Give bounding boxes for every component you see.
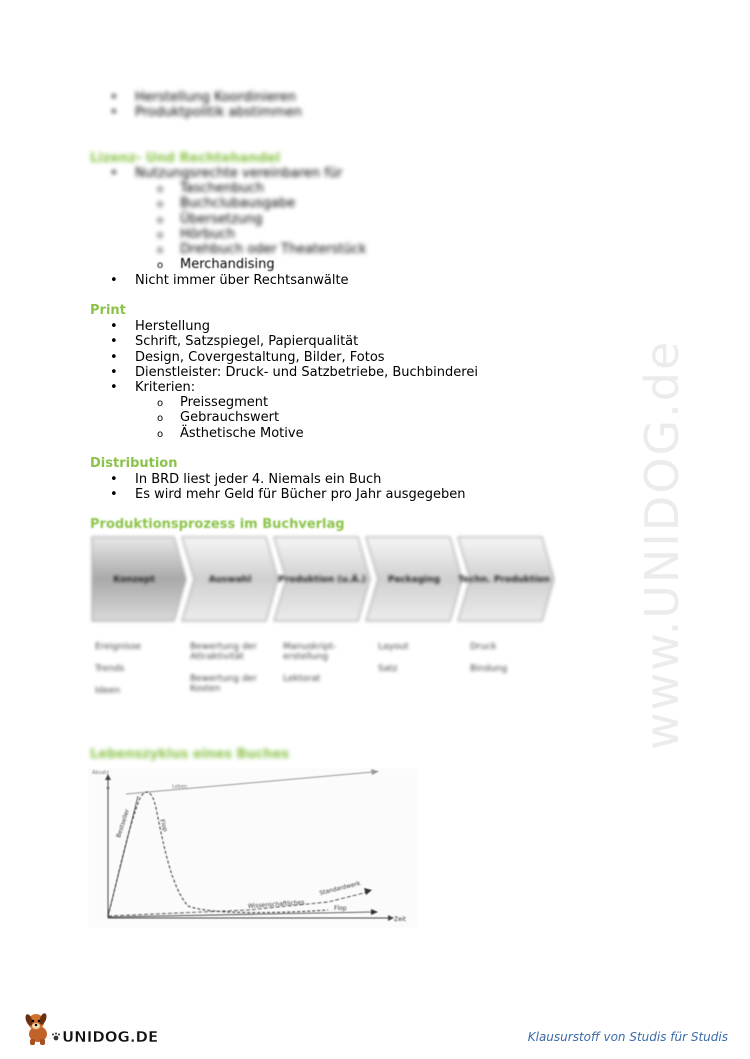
label-bestseller: Bestseller — [115, 808, 132, 839]
footer-tagline: Klausurstoff von Studis für Studis — [527, 1030, 728, 1044]
label-absatz: Absatz — [92, 770, 109, 776]
list-item: • Es wird mehr Geld für Bücher pro Jahr ausgegeben — [110, 487, 466, 502]
label-wissenschaftlich: Wissenschaftliches — [247, 899, 305, 910]
process-step-label: Auswahl — [208, 575, 252, 585]
top-list — [110, 90, 302, 121]
process-step-label: Packaging — [387, 575, 441, 585]
list-item: • Design, Covergestaltung, Bilder, Fotos — [110, 350, 478, 365]
process-diagram — [90, 535, 560, 625]
process-step-label: Techn. Produktion — [458, 575, 550, 585]
process-column-5 — [470, 642, 507, 686]
lizenz-sublist-last — [157, 257, 275, 272]
label-flop-1: Flop — [158, 818, 169, 833]
list-item: o Gebrauchswert — [157, 410, 304, 425]
watermark — [600, 290, 750, 750]
peak-marker — [107, 787, 110, 790]
distribution-list — [110, 472, 466, 503]
section-heading-prozess: Produktionsprozess im Buchverlag — [90, 517, 345, 532]
label-leben: Leben — [172, 784, 188, 790]
list-item: • Herstellung Koordinieren — [110, 90, 302, 105]
list-item: • Nicht immer über Rechtsanwälte — [110, 273, 349, 288]
process-detail: Satz — [378, 664, 398, 674]
process-detail: Ereignisse — [95, 642, 142, 652]
list-item: • Produktpolitik abstimmen — [110, 105, 302, 120]
lizenz-list — [110, 166, 342, 181]
process-column-2 — [190, 642, 270, 706]
list-item: • Nutzungsrechte vereinbaren für — [110, 166, 342, 181]
print-sublist — [157, 395, 304, 441]
list-item: • Schrift, Satzspiegel, Papierqualität — [110, 334, 478, 349]
list-item: • Dienstleister: Druck- und Satzbetriebe, Buchbinderei — [110, 365, 478, 380]
label-flop-2: Flop — [334, 905, 347, 912]
list-item: o Drehbuch oder Theaterstück — [157, 242, 366, 257]
list-item: • Kriterien: — [110, 380, 478, 395]
process-detail: Trends — [95, 664, 125, 674]
process-detail: Lektorat — [283, 674, 321, 684]
list-item: • Herstellung — [110, 319, 478, 334]
lifecycle-graph — [88, 768, 418, 928]
section-heading-leben: Lebenszyklus eines Buches — [90, 747, 290, 762]
section-heading-lizenz: Lizenz- Und Rechtehandel — [90, 151, 281, 166]
list-item: o Buchclubausgabe — [157, 196, 366, 211]
list-item: o Preissegment — [157, 395, 304, 410]
process-column-3 — [283, 642, 353, 696]
list-item: o Übersetzung — [157, 212, 366, 227]
process-detail: Bewertung der Kosten — [190, 674, 257, 694]
label-standardwerk: Standardwerk — [318, 880, 362, 897]
list-item: o Hörbuch — [157, 227, 366, 242]
list-item: o Taschenbuch — [157, 181, 366, 196]
section-heading-print: Print — [90, 303, 126, 318]
list-item: • In BRD liest jeder 4. Niemals ein Buch — [110, 472, 466, 487]
print-list — [110, 319, 478, 395]
lizenz-list-2 — [110, 273, 349, 288]
lizenz-sublist — [157, 181, 366, 257]
process-detail: Druck — [470, 642, 497, 652]
list-item: o Merchandising — [157, 257, 275, 272]
list-item: o Ästhetische Motive — [157, 426, 304, 441]
process-detail: Bewertung der Attraktivität — [190, 642, 257, 662]
process-detail: Ideen — [95, 686, 121, 696]
process-detail: Manuskript-erstellung — [283, 642, 337, 662]
label-zeit: Zeit — [394, 916, 406, 923]
logo-text: UNIDOG.DE — [62, 1028, 159, 1046]
process-column-1 — [95, 642, 141, 708]
process-column-4 — [378, 642, 409, 686]
watermark-text: www.UNIDOG.de — [635, 339, 689, 750]
dog-icon — [22, 1008, 162, 1048]
process-detail: Bindung — [470, 664, 508, 674]
section-heading-distribution: Distribution — [90, 456, 178, 471]
process-detail: Layout — [378, 642, 409, 652]
process-step-label: Produktion (u.Ä.) — [278, 575, 366, 585]
process-step-label: Konzept — [113, 575, 155, 585]
unidog-logo — [22, 1008, 162, 1048]
